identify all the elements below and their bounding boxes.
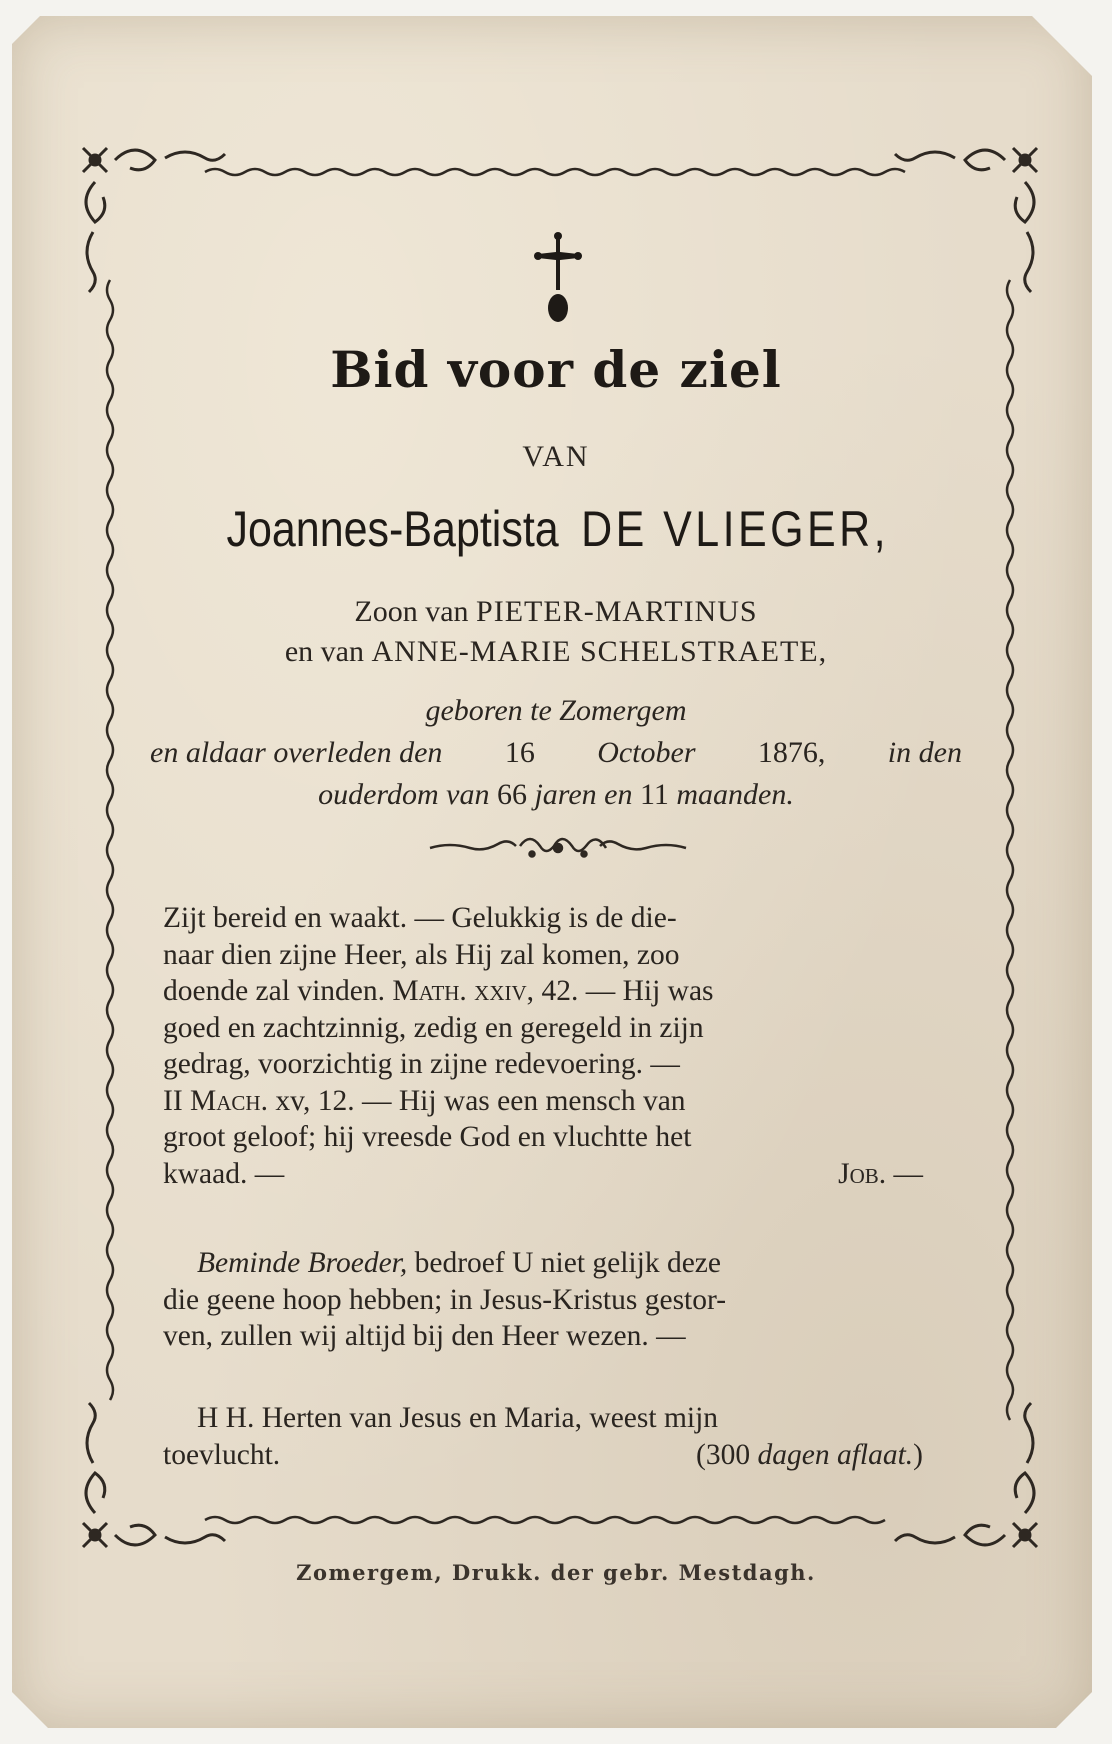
- p2-line-1a: Beminde Broeder,: [197, 1247, 408, 1279]
- age-years: 66: [496, 778, 527, 811]
- border-bottom-line: [205, 1517, 885, 1523]
- p3-line-2c: dagen aflaat.: [757, 1438, 914, 1471]
- cross-icon: [530, 232, 586, 324]
- age-line-c: jaren en: [534, 778, 633, 811]
- death-line-e: in den: [887, 736, 962, 769]
- p1-line-6b: Mach.: [190, 1084, 268, 1117]
- father-name: PIETER-MARTINUS: [476, 595, 758, 628]
- p1-line-1: Zijt bereid en waakt. — Gelukkig is de die-: [163, 902, 677, 934]
- p1-line-7: groot geloof; hij vreesde God en vluchtte het: [163, 1121, 692, 1153]
- death-line-a: en aldaar overleden den: [150, 736, 443, 769]
- parents-block: [0, 592, 1112, 672]
- scripture-paragraph: [163, 900, 953, 1192]
- p1-line-6a: II: [163, 1084, 183, 1117]
- p2-line-3: ven, zullen wij altijd bij den Heer wezen. —: [163, 1320, 686, 1352]
- p3-line-2a: toevlucht.: [163, 1438, 281, 1471]
- surname: DE VLIEGER: [581, 501, 874, 557]
- age-months: 11: [640, 778, 669, 811]
- birth-line: geboren te Zomergem: [425, 694, 687, 727]
- p3-line-2d: ): [913, 1438, 923, 1471]
- deceased-name: [78, 500, 1034, 558]
- father-prefix: Zoon van: [354, 595, 469, 628]
- death-day: 16: [504, 736, 535, 769]
- name-comma: ,: [873, 501, 886, 557]
- floral-divider-icon: [428, 830, 688, 864]
- p1-line-5: gedrag, voorzichtig in zijne redevoering. —: [163, 1048, 680, 1080]
- consolation-paragraph: [163, 1245, 953, 1355]
- given-name: Joannes-Baptista: [226, 501, 559, 557]
- age-line-e: maanden.: [676, 778, 794, 811]
- p1-line-8a: kwaad. —: [163, 1157, 285, 1190]
- p1-line-4: goed en zachtzinnig, zedig en geregeld in zijn: [163, 1011, 704, 1044]
- death-year: 1876,: [757, 736, 826, 769]
- mother-name: ANNE-MARIE SCHELSTRAETE,: [371, 635, 828, 668]
- prayer-paragraph: [163, 1400, 953, 1473]
- p1-line-3b: Math. xxiv,: [392, 975, 535, 1007]
- p1-line-6c: xv, 12. — Hij was een mensch van: [275, 1084, 686, 1117]
- page-title: Bid voor de ziel: [330, 340, 782, 399]
- death-month: October: [597, 736, 696, 769]
- p2-line-2: die geene hoop hebben; in Jesus-Kristus gestor-: [163, 1283, 727, 1316]
- age-line-a: ouderdom van: [318, 778, 490, 811]
- printer-imprint: Zomergem, Drukk. der gebr. Mestdagh.: [296, 1560, 816, 1585]
- border-top-line: [205, 169, 905, 175]
- p3-line-1: H H. Herten van Jesus en Maria, weest mijn: [197, 1402, 719, 1434]
- p1-line-8b: Job. —: [838, 1157, 923, 1190]
- van-label: VAN: [522, 440, 590, 473]
- p2-line-1b: bedroef U niet gelijk deze: [414, 1247, 721, 1279]
- p1-line-2: naar dien zijne Heer, als Hij zal komen, zoo: [163, 938, 680, 971]
- birth-death-block: [150, 690, 962, 816]
- p1-line-3c: 42. — Hij was: [541, 975, 714, 1007]
- mother-prefix: en van: [284, 635, 364, 668]
- p1-line-3a: doende zal vinden.: [163, 975, 385, 1007]
- p3-line-2b: (300: [696, 1438, 751, 1471]
